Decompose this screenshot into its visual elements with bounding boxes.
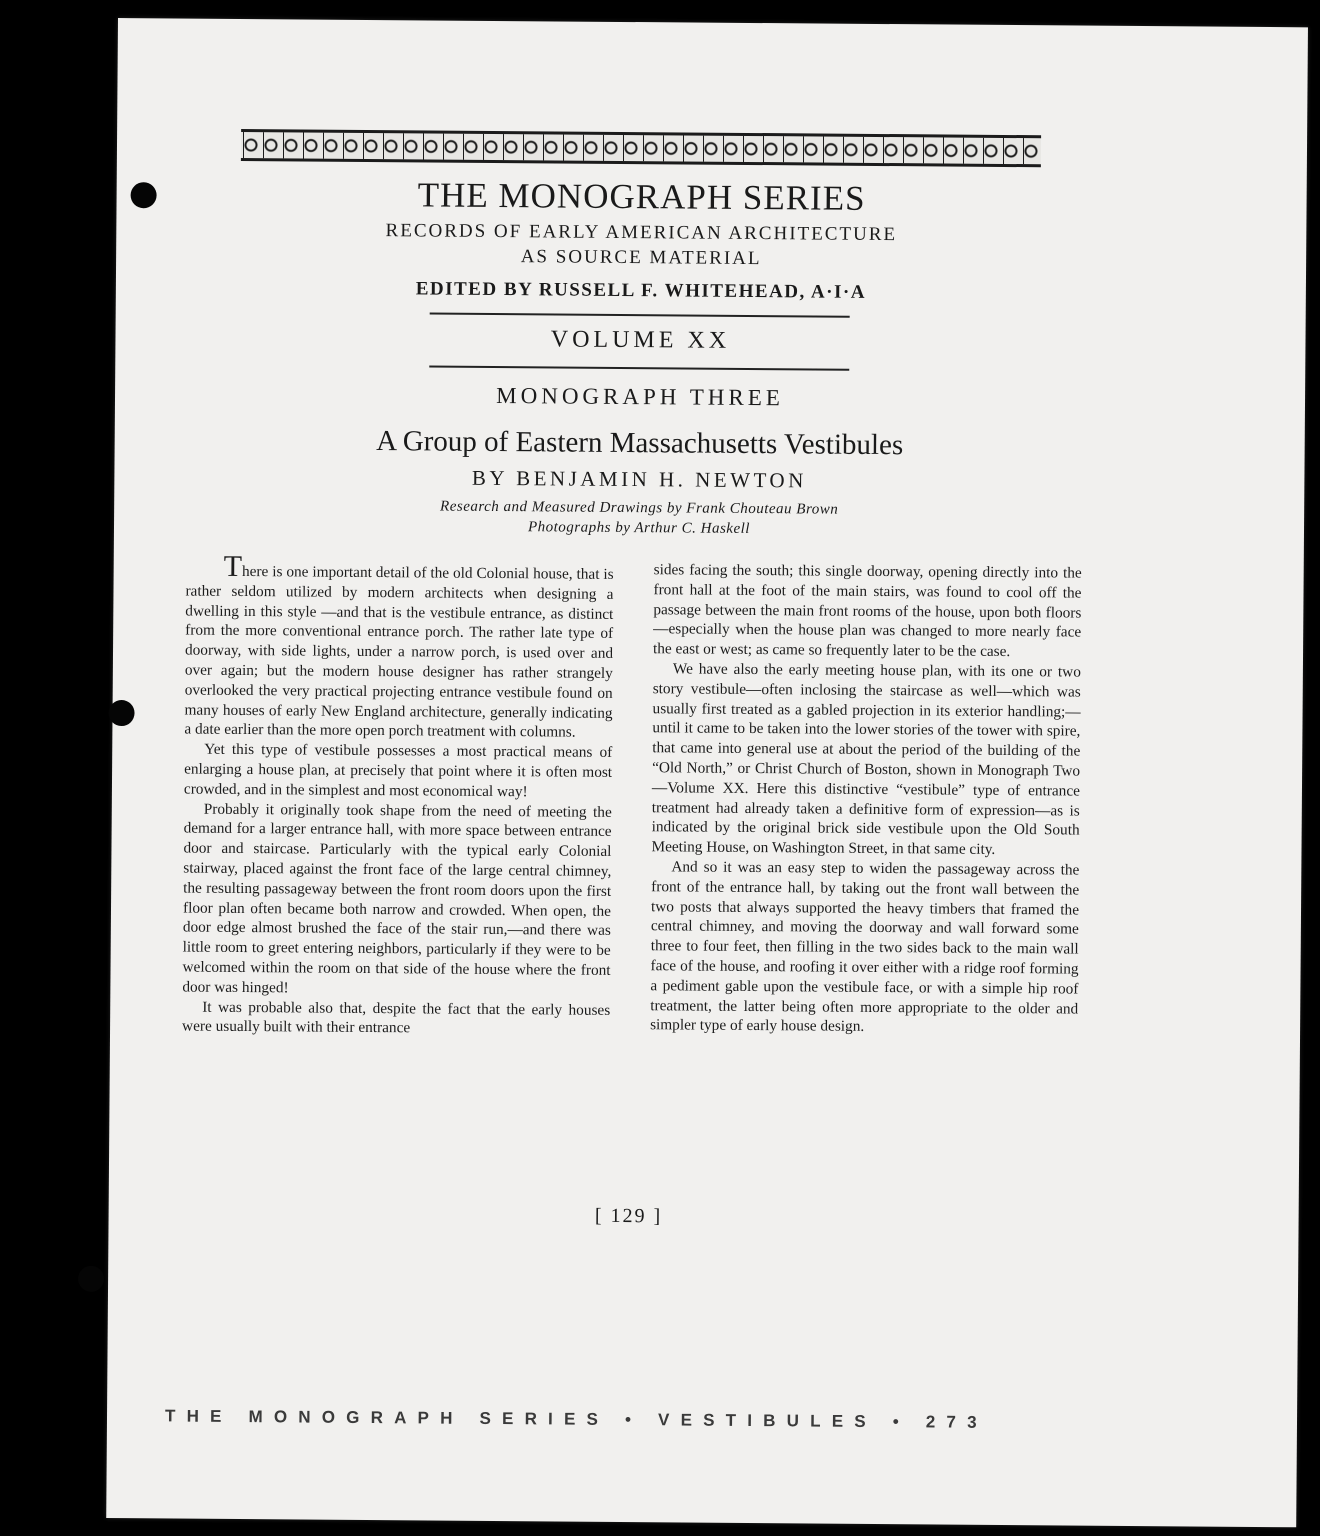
punch-hole [131, 182, 157, 208]
drop-cap: T [223, 549, 243, 583]
paragraph: It was probable also that, despite the fact that the early houses were usually built with their entrance [182, 998, 611, 1037]
article-title: A Group of Eastern Massachusetts Vestibules [376, 425, 904, 462]
paragraph: Probably it originally took shape from the need of meeting the demand for a larger entrance hall, with more space between entrance door and staircase. Particularly with the typical early Colonial stairway, placed against the front face of the large central chimney, the resulting passageway between the front room doors upon the first floor plan often became both narrow and crowded. When open, the door edge almost brushed the face of the stair run,—and there was little room to greet entering neighbors, particularly if they were to be welcomed within the room on that side of the house where the front door was hinged! [182, 800, 612, 997]
photo-credit: Photographs by Arthur C. Haskell [527, 519, 751, 537]
editor-line: EDITED BY RUSSELL F. WHITEHEAD, A·I·A [415, 278, 867, 303]
divider-rule [430, 312, 850, 317]
text-column-left [182, 549, 614, 1040]
paragraph: Yet this type of vestibule possesses a most practical means of enlarging a house plan, at precisely that point where it is often most crowded, and in the simplest and most economical way! [183, 740, 613, 801]
divider-rule [429, 365, 849, 370]
document-page [106, 18, 1308, 1527]
subtitle-line-2: AS SOURCE MATERIAL [520, 246, 762, 270]
page-number: [ 129 ] [594, 1204, 663, 1228]
paragraph: And so it was an easy step to widen the passageway across the front of the entrance hall, by taking out the front wall between the two posts that always supported the heavy timbers that framed the central chimney, and moving the doorway and wall forward some three to four feet, then filling in the two sides back to the main wall face of the house, and roofing it over either with a ridge roof forming a pediment gable upon the vestibule face, or with a simple hip roof treatment, the latter being often more appropriate to the older and simpler type of early house design. [650, 858, 1080, 1036]
paragraph: sides facing the south; this single doorway, opening directly into the front hall at the foot of the main stairs, was found to cool off the passage between the main front rooms of the house, upon both floors—especially when the house plan was changed to more nearly face the east or west; as came so frequently later to be the case. [652, 561, 1082, 661]
author-byline: BY BENJAMIN H. NEWTON [471, 465, 807, 493]
research-credit: Research and Measured Drawings by Frank Chouteau Brown [440, 498, 839, 518]
paragraph [184, 549, 614, 744]
volume-label: VOLUME XX [550, 326, 731, 354]
series-title: THE MONOGRAPH SERIES [417, 175, 866, 218]
paragraph: We have also the early meeting house plan, with its one or two story vestibule—often inclosing the staircase as well—which was usually first treated as a gabled projection in its exterior handling;—until it came to be taken into the lower stories of the tower with spire, that came into general use at about the period of the building of the “Old North,” or Christ Church of Boston, shown in Monograph Two—Volume XX. Here this distinctive “vestibule” type of entrance treatment had already taken a definitive form of expression—as is indicated by the original brick side vestibule upon the Old South Meeting House, on Washington Street, in that same city. [651, 660, 1081, 859]
paragraph-text: here is one important detail of the old Colonial house, that is rather seldom utilized by modern architects when designing a dwelling in this style —and that is the vestibule entrance, as distinct from the more conventional entrance porch. The rather late type of doorway, with side lights, under a narrow porch, is used over and over again; but the modern house designer has rather strangely overlooked the very practical projecting entrance vestibule found on many houses of early New England architecture, generally indicating a date earlier than the more open porch treatment with columns. [184, 562, 614, 741]
monograph-number: MONOGRAPH THREE [496, 382, 784, 411]
subtitle-line-1: RECORDS OF EARLY AMERICAN ARCHITECTURE [385, 220, 898, 246]
punch-hole [78, 1266, 104, 1292]
running-footer: THE MONOGRAPH SERIES • VESTIBULES • 273 [164, 1406, 988, 1432]
ornamental-border [241, 129, 1041, 167]
punch-hole [108, 700, 134, 726]
text-column-right [650, 560, 1082, 1038]
